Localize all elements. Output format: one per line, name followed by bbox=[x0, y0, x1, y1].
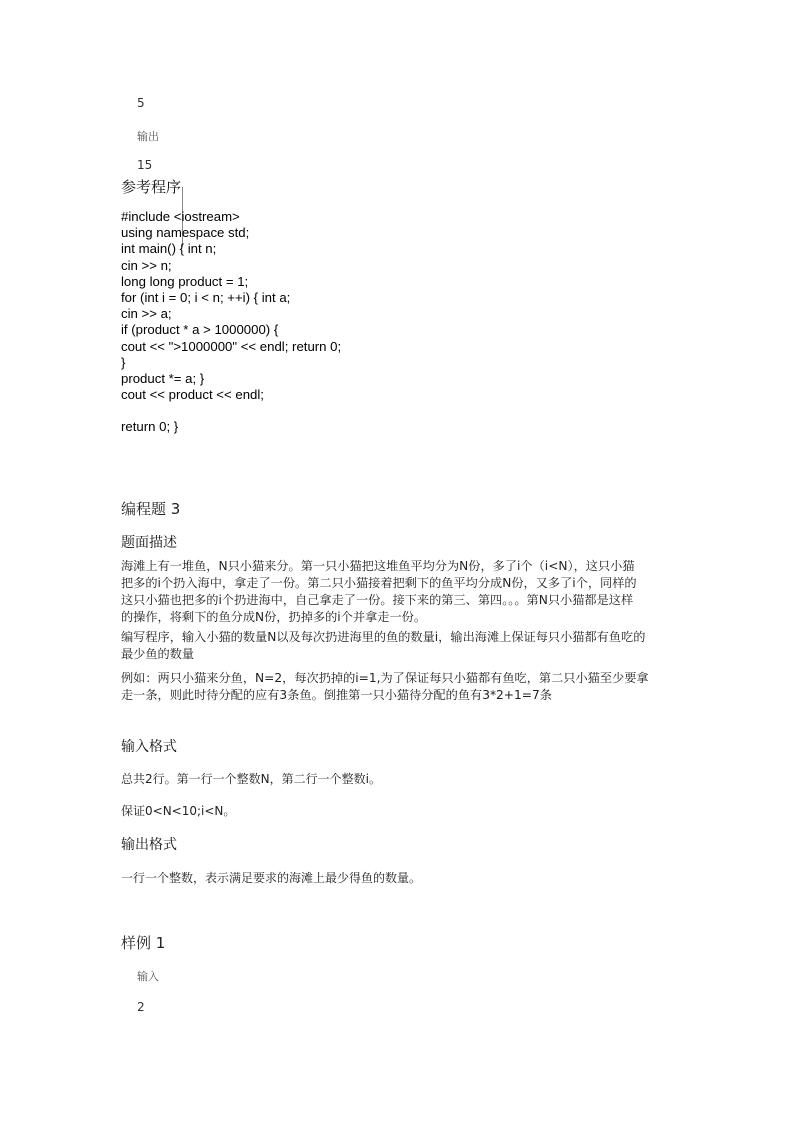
paragraph-line: 最少鱼的数量 bbox=[121, 647, 195, 661]
code-line: using namespace std; bbox=[121, 225, 250, 241]
sample-input-label: 输入 bbox=[137, 970, 159, 983]
input-format-heading: 输入格式 bbox=[121, 739, 177, 755]
code-line: cout << product << endl; bbox=[121, 387, 264, 403]
sample-output-label: 输出 bbox=[137, 130, 159, 143]
sample-heading: 样例 1 bbox=[121, 934, 166, 952]
code-line bbox=[121, 403, 341, 419]
sample-input-value: 5 bbox=[137, 96, 145, 110]
description-paragraph-3 bbox=[121, 670, 681, 704]
paragraph-line: 编写程序，输入小猫的数量N以及每次扔进海里的鱼的数量i，输出海滩上保证每只小猫都有鱼吃的 bbox=[121, 630, 646, 644]
paragraph-line: 例如：两只小猫来分鱼，N=2，每次扔掉的i=1,为了保证每只小猫都有鱼吃，第二只小猫至少要拿 bbox=[121, 671, 649, 685]
paragraph-line: 走一条，则此时待分配的应有3条鱼。倒推第一只小猫待分配的鱼有3*2+1=7条 bbox=[121, 688, 552, 702]
output-format-heading: 输出格式 bbox=[121, 837, 177, 853]
code-line: return 0; } bbox=[121, 419, 179, 435]
code-line: int main() { int n; bbox=[121, 241, 217, 257]
code-line: cout << ">1000000" << endl; return 0; bbox=[121, 338, 342, 354]
paragraph-line: 的操作，将剩下的鱼分成N份，扔掉多的i个并拿走一份。 bbox=[121, 610, 427, 624]
sample-output-value: 15 bbox=[137, 158, 153, 172]
sample-input-value-2: 2 bbox=[137, 1000, 145, 1014]
code-line: #include <iostream> bbox=[121, 209, 240, 224]
paragraph-line: 海滩上有一堆鱼，N只小猫来分。第一只小猫把这堆鱼平均分为N份，多了i个（i<N），这只小猫 bbox=[121, 559, 635, 573]
input-format-line-1: 总共2行。第一行一个整数N，第二行一个整数i。 bbox=[121, 772, 381, 786]
description-paragraph-2 bbox=[121, 629, 681, 663]
paragraph-line: 这只小猫也把多的i个扔进海中，自己拿走了一份。接下来的第三、第四。。。第N只小猫都是这样 bbox=[121, 593, 634, 607]
code-line: for (int i = 0; i < n; ++i) { int a; bbox=[121, 289, 291, 305]
code-line: long long product = 1; bbox=[121, 273, 249, 289]
output-format-line-1: 一行一个整数，表示满足要求的海滩上最少得鱼的数量。 bbox=[121, 871, 422, 885]
problem-title: 编程题 3 bbox=[121, 500, 181, 518]
code-line: cin >> n; bbox=[121, 257, 172, 273]
code-line: product *= a; } bbox=[121, 370, 205, 386]
code-line: cin >> a; bbox=[121, 306, 172, 322]
paragraph-line: 把多的i个扔入海中，拿走了一份。第二只小猫接着把剩下的鱼平均分成N份，又多了i个，同样的 bbox=[121, 576, 637, 590]
description-heading: 题面描述 bbox=[121, 535, 177, 551]
code-block bbox=[121, 209, 341, 436]
description-paragraph-1 bbox=[121, 558, 681, 626]
reference-heading: 参考程序 bbox=[121, 178, 182, 196]
input-format-line-2: 保证0<N<10;i<N。 bbox=[121, 804, 236, 818]
code-line: if (product * a > 1000000) { bbox=[121, 322, 279, 338]
code-line: } bbox=[121, 354, 126, 370]
